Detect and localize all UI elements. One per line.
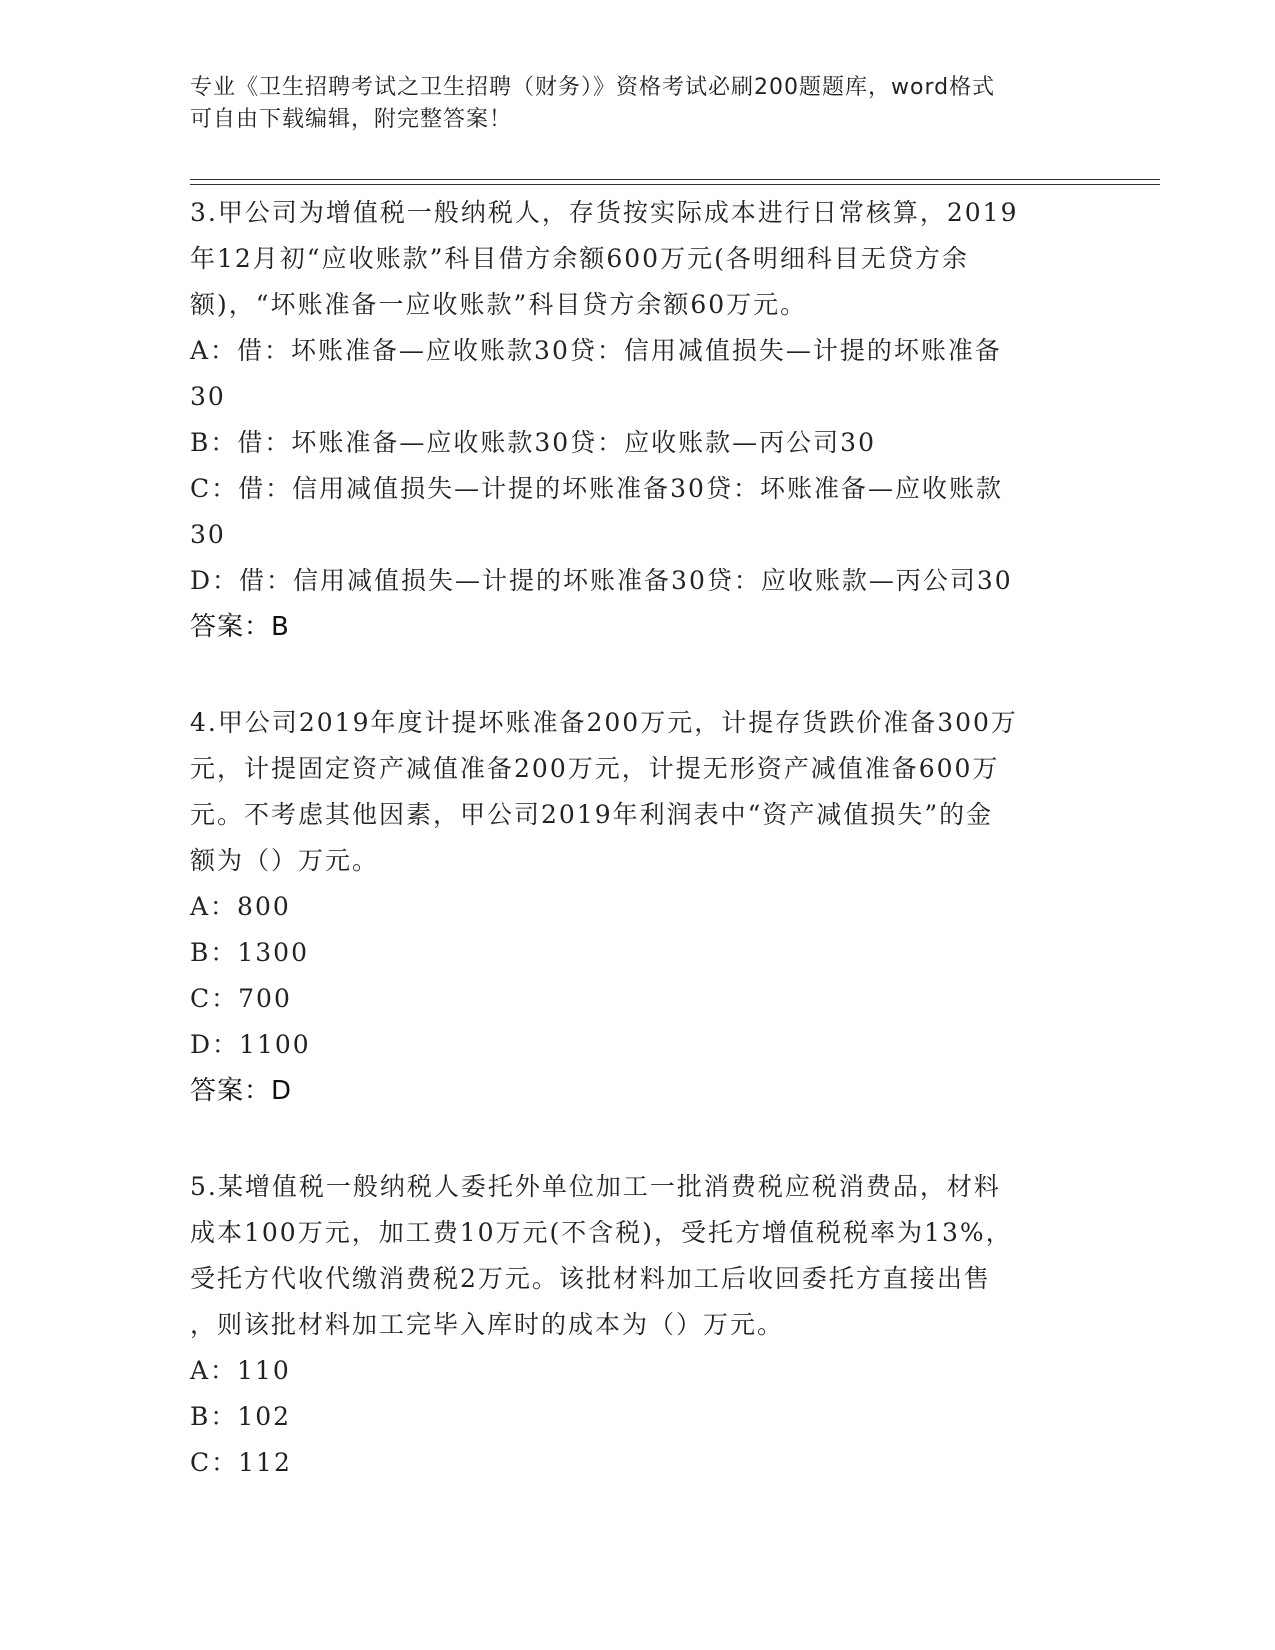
question-stem-line: 年12月初“应收账款”科目借方余额600万元(各明细科目无贷方余 — [190, 244, 969, 273]
question-4 — [190, 700, 1090, 1114]
option-b: B：借：坏账准备—应收账款30贷：应收账款—丙公司30 — [190, 428, 876, 457]
header-divider-bottom — [190, 184, 1160, 185]
option-b: B：1300 — [190, 938, 309, 967]
option-b: B：102 — [190, 1402, 292, 1431]
document-header — [190, 72, 1080, 136]
question-stem-line: 受托方代收代缴消费税2万元。该批材料加工后收回委托方直接出售 — [190, 1264, 991, 1293]
question-5 — [190, 1164, 1090, 1486]
question-list — [190, 190, 1090, 1536]
header-line-2: 可自由下载编辑，附完整答案！ — [190, 107, 513, 132]
question-stem-line: 额)，“坏账准备一应收账款”科目贷方余额60万元。 — [190, 290, 808, 319]
option-a: A：800 — [190, 892, 291, 921]
question-stem-line: 元，计提固定资产减值准备200万元，计提无形资产减值准备600万 — [190, 754, 1000, 783]
answer-text: 答案：B — [190, 612, 290, 642]
option-d: D：1100 — [190, 1030, 311, 1059]
question-stem-line: 成本100万元，加工费10万元(不含税)，受托方增值税税率为13%， — [190, 1218, 1013, 1247]
option-c: C：借：信用减值损失—计提的坏账准备30贷：坏账准备—应收账款 — [190, 474, 1003, 503]
header-divider-top — [190, 179, 1160, 180]
header-line-1: 专业《卫生招聘考试之卫生招聘（财务）》资格考试必刷200题题库，word格式 — [190, 75, 996, 100]
option-c: C：700 — [190, 984, 292, 1013]
question-stem-line: 元。不考虑其他因素，甲公司2019年利润表中“资产减值损失”的金 — [190, 800, 994, 829]
option-a: A：借：坏账准备—应收账款30贷：信用减值损失—计提的坏账准备 — [190, 336, 1002, 365]
question-stem-line: 4.甲公司2019年度计提坏账准备200万元，计提存货跌价准备300万 — [190, 708, 1018, 737]
question-stem-line: 5.某增值税一般纳税人委托外单位加工一批消费税应税消费品，材料 — [190, 1172, 1001, 1201]
option-a-continued: 30 — [190, 382, 226, 411]
option-a: A：110 — [190, 1356, 291, 1385]
question-stem-line: ，则该批材料加工完毕入库时的成本为（）万元。 — [190, 1310, 785, 1339]
option-c: C：112 — [190, 1448, 292, 1477]
question-stem-line: 额为（）万元。 — [190, 846, 380, 875]
option-d: D：借：信用减值损失—计提的坏账准备30贷：应收账款—丙公司30 — [190, 566, 1013, 595]
question-stem-line: 3.甲公司为增值税一般纳税人，存货按实际成本进行日常核算，2019 — [190, 198, 1019, 227]
option-c-continued: 30 — [190, 520, 226, 549]
question-3 — [190, 190, 1090, 650]
answer-text: 答案：D — [190, 1076, 293, 1106]
